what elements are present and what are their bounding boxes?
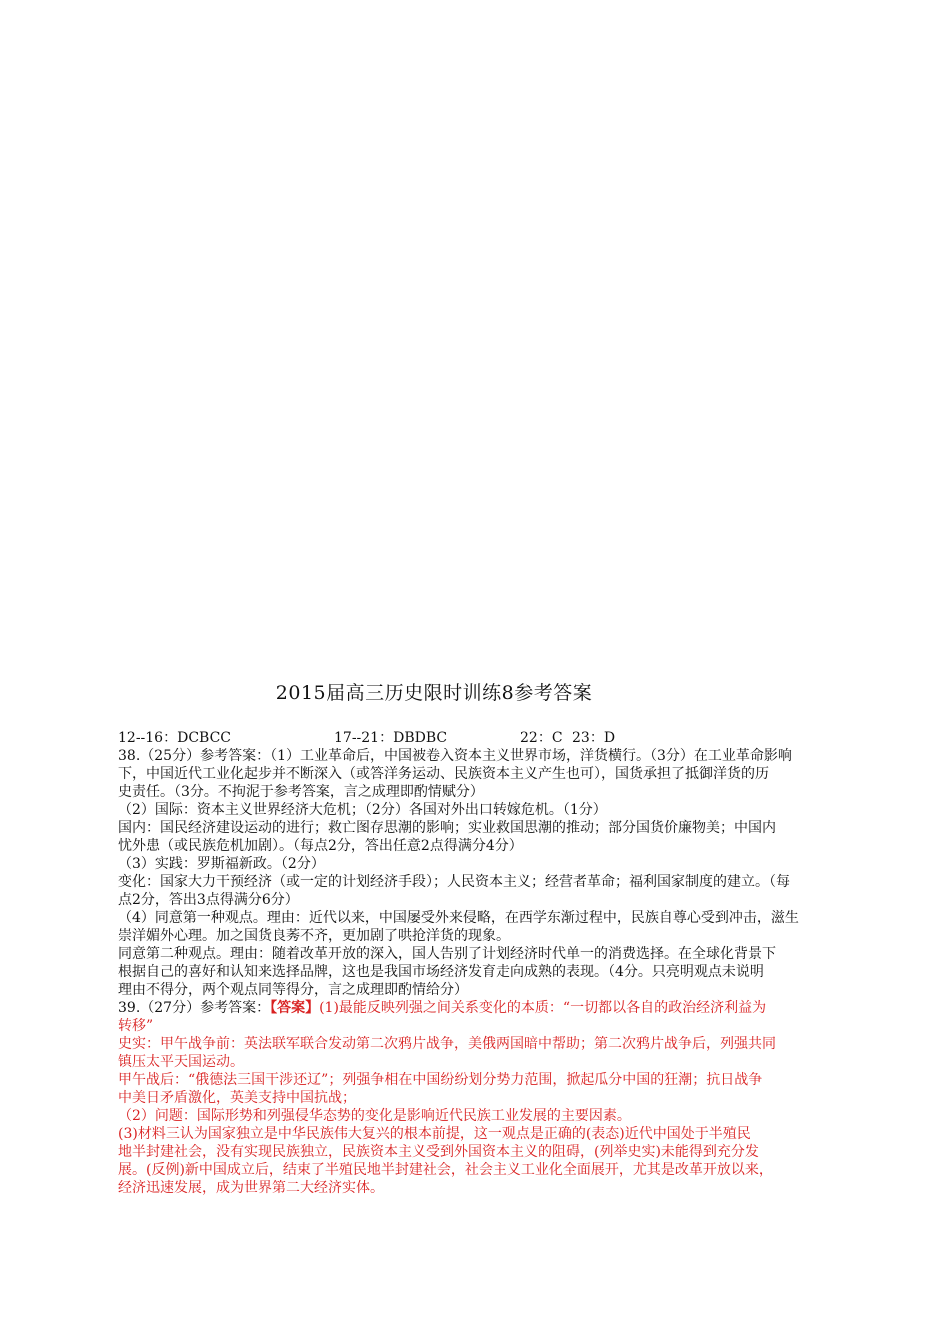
q38-line: 国内：国民经济建设运动的进行；救亡图存思潮的影响；实业救国思潮的推动；部分国货价廉物美；中国内 [118,820,776,836]
q38-line: 同意第二种观点。理由：随着改革开放的深入，国人告别了计划经济时代单一的消费选择。在全球化背景下 [118,946,776,962]
q39-line: 甲午战后：“俄德法三国干涉还辽”；列强争相在中国纷纷划分势力范围，掀起瓜分中国的狂潮；抗日战争 [118,1072,763,1088]
mcq-answer-23: 23：D [572,730,616,746]
q39-line: 地半封建社会，没有实现民族独立，民族资本主义受到外国资本主义的阻碍，(列举史实)未能得到充分发 [118,1144,759,1160]
q38-line: 点2分，答出3点得满分6分） [118,892,299,908]
q39-line: （2）问题：国际形势和列强侵华态势的变化是影响近代民族工业发展的主要因素。 [118,1108,631,1124]
q38-line: 理由不得分，两个观点同等得分，言之成理即酌情给分） [118,982,468,998]
q38-line: 38.（25分）参考答案：（1）工业革命后，中国被卷入资本主义世界市场，洋货横行。（3分）在工业革命影响 [118,748,792,764]
page-title: 2015届高三历史限时训练8参考答案 [275,682,593,704]
q39-line: 经济迅速发展，成为世界第二大经济实体。 [118,1180,384,1196]
q38-line: （2）国际：资本主义世界经济大危机；（2分）各国对外出口转嫁危机。（1分） [118,802,607,818]
mcq-answers [118,729,863,747]
answer-tag: 【答案】 [270,1000,320,1016]
q39-lead: 39.（27分）参考答案： [118,1000,271,1016]
q38-line: 变化：国家大力干预经济（或一定的计划经济手段）；人民资本主义；经营者革命；福利国家制度的建立。（每 [118,874,790,890]
answer-content [118,729,863,1197]
q38-line: （3）实践：罗斯福新政。（2分） [118,856,325,872]
q39-line: (3)材料三认为国家独立是中华民族伟大复兴的根本前提，这一观点是正确的(表态)近代中国处于半殖民 [118,1126,751,1142]
q39-line: 镇压太平天国运动。 [118,1054,244,1070]
q39-line: 转移” [118,1018,154,1034]
q38-line: （4）同意第一种观点。理由：近代以来，中国屡受外来侵略，在西学东渐过程中，民族自尊心受到冲击，滋生 [118,910,799,926]
q39-line: 展。(反例)新中国成立后，结束了半殖民地半封建社会，社会主义工业化全面展开，尤其是改革开放以来， [118,1162,773,1178]
q38-line: 根据自己的喜好和认知来选择品牌，这也是我国市场经济发育走向成熟的表现。（4分。只亮明观点未说明 [118,964,764,980]
q38-line: 忧外患（或民族危机加剧）。（每点2分，答出任意2点得满分4分） [118,838,523,854]
q38-line: 崇洋媚外心理。加之国货良莠不齐，更加剧了哄抢洋货的现象。 [118,928,510,944]
q38-line: 史责任。（3分。不拘泥于参考答案，言之成理即酌情赋分） [118,784,484,800]
q39-line: 史实：甲午战争前：英法联军联合发动第二次鸦片战争，美俄两国暗中帮助；第二次鸦片战争后，列强共同 [118,1036,776,1052]
q39-heading [118,999,863,1017]
mcq-answer-22: 22：C [520,730,563,746]
q39-line: 中美日矛盾激化，英美支持中国抗战； [118,1090,356,1106]
mcq-answer-17-21: 17--21：DBDBC [334,730,448,746]
mcq-answer-12-16: 12--16：DCBCC [118,730,231,746]
q38-line: 下，中国近代工业化起步并不断深入（或答洋务运动、民族资本主义产生也可），国货承担了抵御洋货的历 [118,766,769,782]
q39-first-line: (1)最能反映列强之间关系变化的本质：“一切都以各自的政治经济利益为 [319,1000,767,1016]
